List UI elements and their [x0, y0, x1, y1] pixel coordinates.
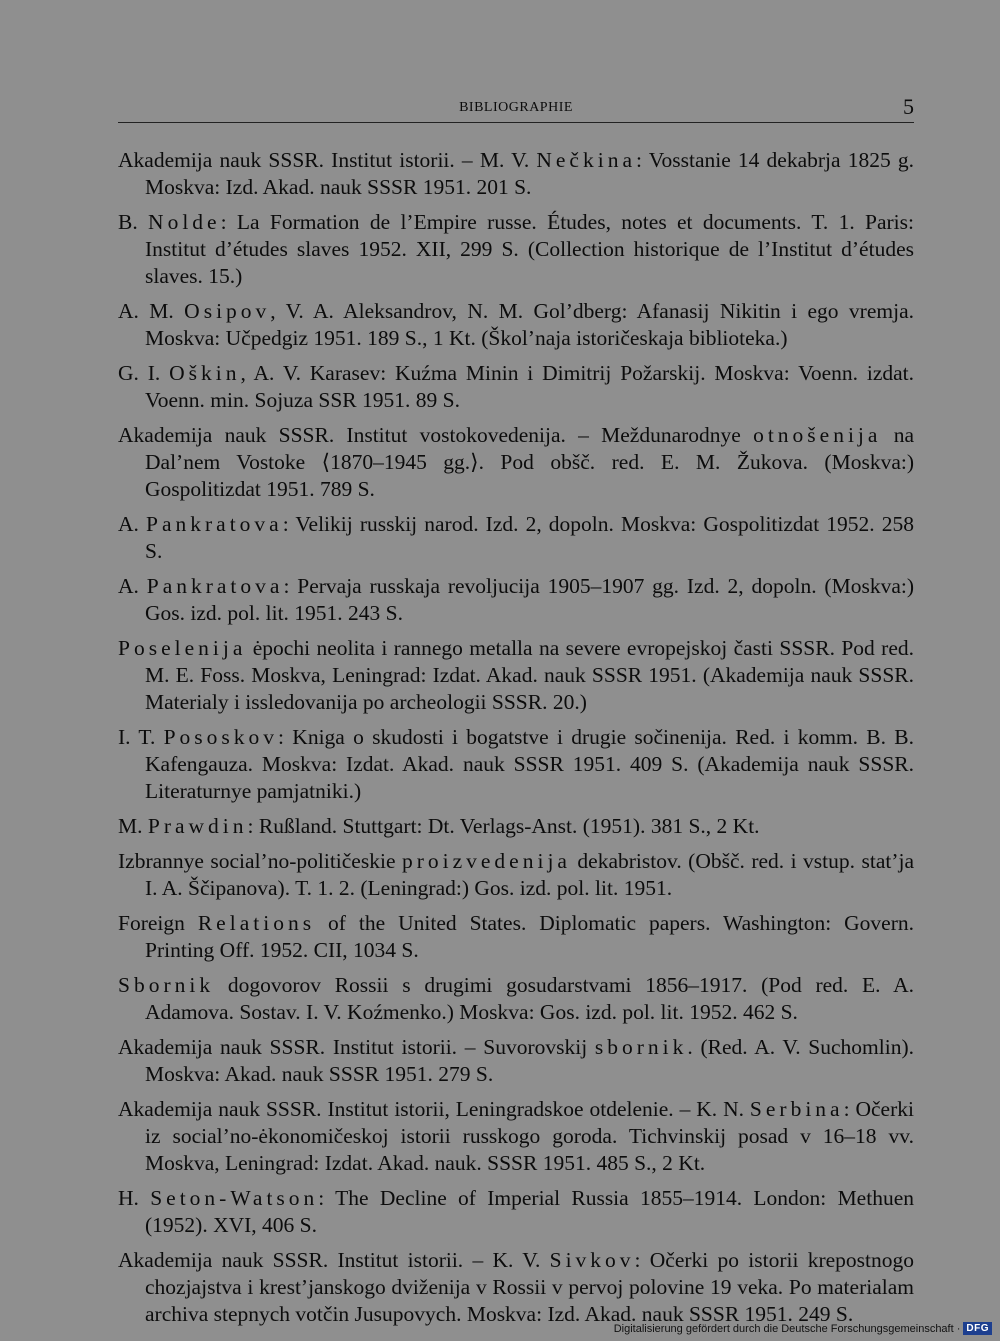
bibliography-entry — [118, 573, 914, 627]
entry-text: of the United States. Diplomatic papers. Washington: Govern. Printing Off. 1952. CII, 1034 S. — [145, 911, 914, 962]
dfg-logo: DFG — [963, 1322, 992, 1335]
entry-text: Akademija nauk SSSR. Institut istorii, Leningradskoe otdelenie. – K. N. — [118, 1097, 750, 1121]
header-title: BIBLIOGRAPHIE — [459, 100, 573, 115]
footer — [614, 1322, 992, 1335]
header-rule — [118, 122, 914, 123]
bibliography-entry — [118, 813, 914, 840]
entry-text: na Dal’nem Vostoke ⟨1870–1945 gg.⟩. Pod obšč. red. E. M. Žukova. (Moskva:) Gospolitizdat 1951. 789 S. — [145, 423, 914, 501]
entry-text: H. — [118, 1186, 151, 1210]
bibliography-entry — [118, 422, 914, 503]
entry-text: : Pervaja russkaja revoljucija 1905–1907 gg. Izd. 2, dopoln. (Moskva:) Gos. izd. pol. lit. 1951. 243 S. — [145, 574, 914, 625]
entry-text: . (Red. A. V. Suchomlin). Moskva: Akad. nauk SSSR 1951. 279 S. — [145, 1035, 914, 1086]
bibliography-entry — [118, 1096, 914, 1177]
entry-text: Akademija nauk SSSR. Institut istorii. – K. V. — [118, 1248, 550, 1272]
entry-text: Akademija nauk SSSR. Institut istorii. – M. V. — [118, 148, 537, 172]
spaced-keyword: proizvedenija — [401, 849, 571, 873]
footer-text: Digitalisierung gefördert durch die Deutsche Forschungsgemeinschaft · — [613, 1322, 961, 1335]
running-header — [118, 96, 914, 122]
entry-text: G. I. — [118, 361, 170, 385]
bibliography-entry — [118, 635, 914, 716]
spaced-keyword: Serbina — [749, 1097, 844, 1121]
spaced-keyword: Osipov — [184, 299, 271, 323]
entry-text: Izbrannye social’no-političeskie — [118, 849, 402, 873]
entry-text: : Očerki iz social’no-ėkonomičeskoj istorii russkogo goroda. Tichvinskij posad v 16–18 vv. Moskva, Leningrad: Izdat. Akad. nauk. SSSR 1951. 485 S., 2 Kt. — [145, 1097, 914, 1175]
spaced-keyword: Pankratova — [146, 574, 284, 598]
entry-text: A. M. — [118, 299, 185, 323]
bibliography-entry — [118, 724, 914, 805]
entry-text: : The Decline of Imperial Russia 1855–1914. London: Methuen (1952). XVI, 406 S. — [145, 1186, 914, 1237]
entry-text: : La Formation de l’Empire russe. Études, notes et documents. T. 1. Paris: Institut d’études slaves 1952. XII, 299 S. (Collection historique de l’Institut d’études slaves. 15.) — [145, 210, 914, 288]
spaced-keyword: Seton-Watson — [150, 1186, 319, 1210]
bibliography-entry — [118, 910, 914, 964]
entry-text: : Očerki po istorii krepostnogo chozjajstva i krest’janskogo dviženija v Rossii v pervoj polovine 19 veka. Po materialam archiva stepnych votčin Jusupovych. Moskva: Izd. Akad. nauk SSSR 1951. 249 S. — [145, 1248, 914, 1326]
entry-text: Foreign — [118, 911, 198, 935]
entry-text: , A. V. Karasev: Kuźma Minin i Dimitrij Požarskij. Moskva: Voenn. izdat. Voenn. min. Sojuza SSR 1951. 89 S. — [145, 361, 915, 412]
spaced-keyword: Oškin — [169, 361, 241, 385]
spaced-keyword: Pososkov — [163, 725, 279, 749]
bibliography-entry — [118, 360, 914, 414]
spaced-keyword: Nolde — [148, 210, 221, 234]
spaced-keyword: Sivkov — [549, 1248, 635, 1272]
entry-text: I. T. — [118, 725, 164, 749]
bibliography-entry — [118, 1185, 914, 1239]
entry-text: : Vosstanie 14 dekabrja 1825 g. Moskva: Izd. Akad. nauk SSSR 1951. 201 S. — [145, 148, 914, 199]
entry-text: dekabristov. (Obšč. red. i vstup. stat’ja I. A. Ščipanova). T. 1. 2. (Leningrad:) Gos. izd. pol. lit. 1951. — [145, 849, 915, 900]
spaced-keyword: otnošenija — [753, 423, 882, 447]
entry-text: Akademija nauk SSSR. Institut istorii. – Suvorovskij — [118, 1035, 595, 1059]
entry-text: B. — [118, 210, 149, 234]
entry-text: : Rußland. Stuttgart: Dt. Verlags-Anst. (1951). 381 S., 2 Kt. — [247, 814, 760, 838]
spaced-keyword: Nečkina — [536, 148, 636, 172]
bibliography-entry — [118, 972, 914, 1026]
spaced-keyword: Sbornik — [118, 973, 215, 997]
entry-text: M. — [118, 814, 148, 838]
bibliography-entry — [118, 1247, 914, 1328]
entry-text: dogovorov Rossii s drugimi gosudarstvami 1856–1917. (Pod red. E. A. Adamova. Sostav. I. V. Koźmenko.) Moskva: Gos. izd. pol. lit. 1952. 462 S. — [145, 973, 914, 1024]
entry-text: Akademija nauk SSSR. Institut vostokovedenija. – Meždunarodnye — [118, 423, 754, 447]
bibliography-entry — [118, 147, 914, 201]
bibliography-entry — [118, 298, 914, 352]
bibliography-entry — [118, 848, 914, 902]
bibliography-entry — [118, 511, 914, 565]
bibliography-entry — [118, 209, 914, 290]
bibliography-entry — [118, 1034, 914, 1088]
entry-text: : Kniga o skudosti i bogatstve i drugie sočinenija. Red. i komm. B. B. Kafengauza. Moskva: Izdat. Akad. nauk SSSR 1951. 409 S. (Akademija nauk SSSR. Literaturnye pamjatniki.) — [145, 725, 914, 803]
entry-text: ėpochi neolita i rannego metalla na severe evropejskoj časti SSSR. Pod red. M. E. Foss. Moskva, Leningrad: Izdat. Akad. nauk SSSR 1951. (Akademija nauk SSSR. Materialy i issledovanija po archeologii SSSR. 20.) — [145, 636, 914, 714]
spaced-keyword: Pankratova — [146, 512, 283, 536]
entry-text: , V. A. Aleksandrov, N. M. Gol’dberg: Afanasij Nikitin i ego vremja. Moskva: Učpedgiz 1951. 189 S., 1 Kt. (Škol’naja istoričeskaja biblioteka.) — [145, 299, 914, 350]
spaced-keyword: Prawdin — [147, 814, 248, 838]
entry-text: : Velikij russkij narod. Izd. 2, dopoln. Moskva: Gospolitizdat 1952. 258 S. — [145, 512, 914, 563]
spaced-keyword: Poselenija — [118, 636, 247, 660]
page-number: 5 — [903, 94, 914, 119]
spaced-keyword: Relations — [197, 911, 316, 935]
spaced-keyword: sbornik — [594, 1035, 688, 1059]
entry-text: A. — [118, 512, 146, 536]
entry-text: A. — [118, 574, 147, 598]
bibliography-list — [118, 147, 914, 1336]
